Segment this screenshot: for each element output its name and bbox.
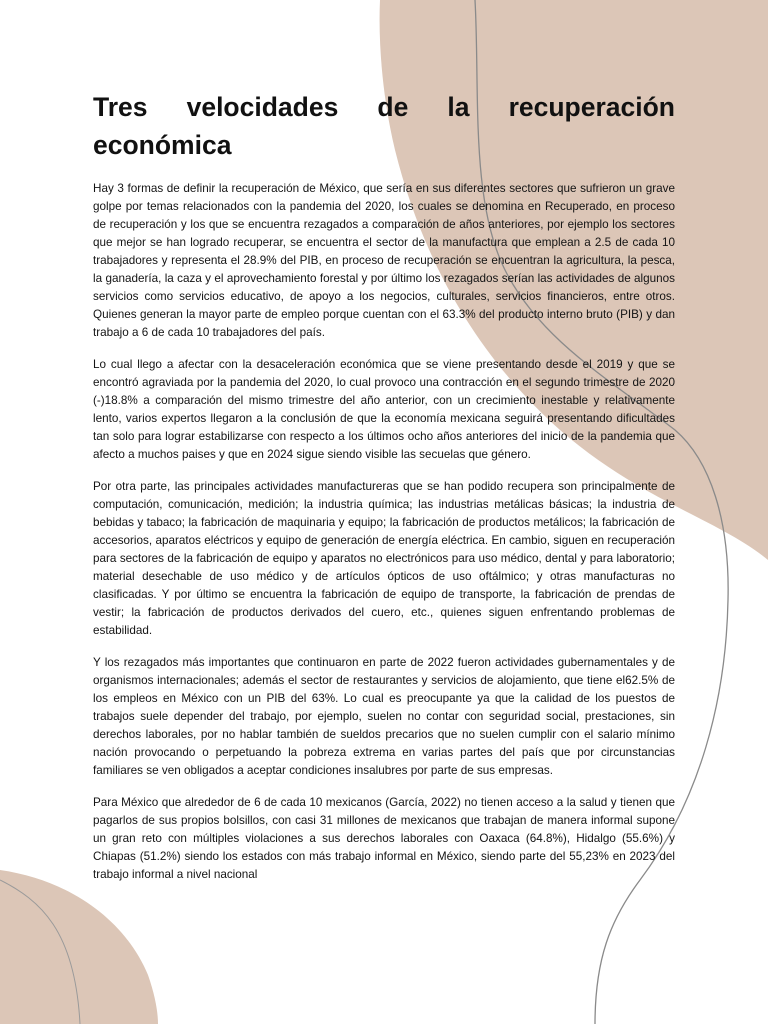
paragraph-1: Hay 3 formas de definir la recuperación de México, que sería en sus diferentes sectores que sufrieron un grave golpe por temas relacionados con la pandemia del 2020, los cuales se denomina en Recuperado, en proceso de recuperación y los que se encuentra rezagados a comparación de años anteriores, por ejemplo los sectores que mejor se han logrado recuperar, se encuentra el sector de la manufactura que emplean a 2.5 de cada 10 trabajadores y representa el 28.9% del PIB, en proceso de recuperación se encuentran la agricultura, la pesca, la ganadería, la caza y el aprovechamiento forestal y por último los rezagados serían las actividades de algunos servicios como servicios educativo, de apoyo a los negocios, culturales, servicios financieros, entre otros. Quienes generan la mayor parte de empleo porque cuentan con el 63.3% del producto interno bruto (PIB) y dan trabajo a 6 de cada 10 trabajadores del país. xyxy=(93,182,675,339)
document-title: Tres velocidades de la recuperación económica xyxy=(93,92,675,160)
paragraph-5: Para México que alrededor de 6 de cada 10 mexicanos (García, 2022) no tienen acceso a la salud y tienen que pagarlos de sus propios bolsillos, con casi 31 millones de mexicanos que trabajan de manera informal supone un gran reto con múltiples violaciones a sus derechos laborales con Oaxaca (64.8%), Hidalgo (55.6%) y Chiapas (51.2%) siendo los estados con más trabajo informal en México, siendo parte del 55,23% en 2023 del trabajo informal a nivel nacional xyxy=(93,796,675,881)
paragraph-2: Lo cual llego a afectar con la desaceleración económica que se viene presentando desde el 2019 y que se encontró agraviada por la pandemia del 2020, lo cual provoco una contracción en el segundo trimestre de 2020 (-)18.8% a comparación del mismo trimestre del año anterior, con un crecimiento inestable y relativamente lento, varios expertos llegaron a la conclusión de que la economía mexicana seguirá presentando dificultades tan solo para lograr estabilizarse con respecto a los últimos ocho años anteriores del inicio de la pandemia que afecto a muchos paises y que en 2024 sigue siendo visible las secuelas que género. xyxy=(93,358,675,461)
paragraph-4: Y los rezagados más importantes que continuaron en parte de 2022 fueron actividades gubernamentales y de organismos internacionales; además el sector de restaurantes y servicios de alojamiento, que tiene el62.5% de los empleos en México con un PIB del 63%. Lo cual es preocupante ya que la calidad de los puestos de trabajos suele depender del trabajo, por ejemplo, suelen no contar con seguridad social, prestaciones, sin derechos laborales, por no hablar también de sueldos precarios que no suelen cumplir con el salario mínimo nación provocando o perpetuando la pobreza extrema en varias partes del país que por circunstancias familiares se ven obligados a aceptar condiciones insalubres por parte de sus empresas. xyxy=(93,656,675,777)
document-body xyxy=(93,88,675,898)
paragraph-3: Por otra parte, las principales actividades manufactureras que se han podido recupera son principalmente de computación, comunicación, medición; la industria química; las industrias metálicas básicas; la industria de bebidas y tabaco; la fabricación de maquinaria y equipo; la fabricación de productos metálicos; la fabricación de accesorios, aparatos eléctricos y equipo de generación de energía eléctrica. En cambio, siguen en recuperación para sectores de la fabricación de equipo y aparatos no electrónicos para uso médico, dental y para laboratorio; material desechable de uso médico y de artículos ópticos de uso oftálmico; y otras manufacturas no clasificadas. Y por último se encuentra la fabricación de equipo de transporte, la fabricación de prendas de vestir; la fabricación de productos derivados del cuero, etc., quienes siguen enfrentando problemas de estabilidad. xyxy=(93,480,675,637)
